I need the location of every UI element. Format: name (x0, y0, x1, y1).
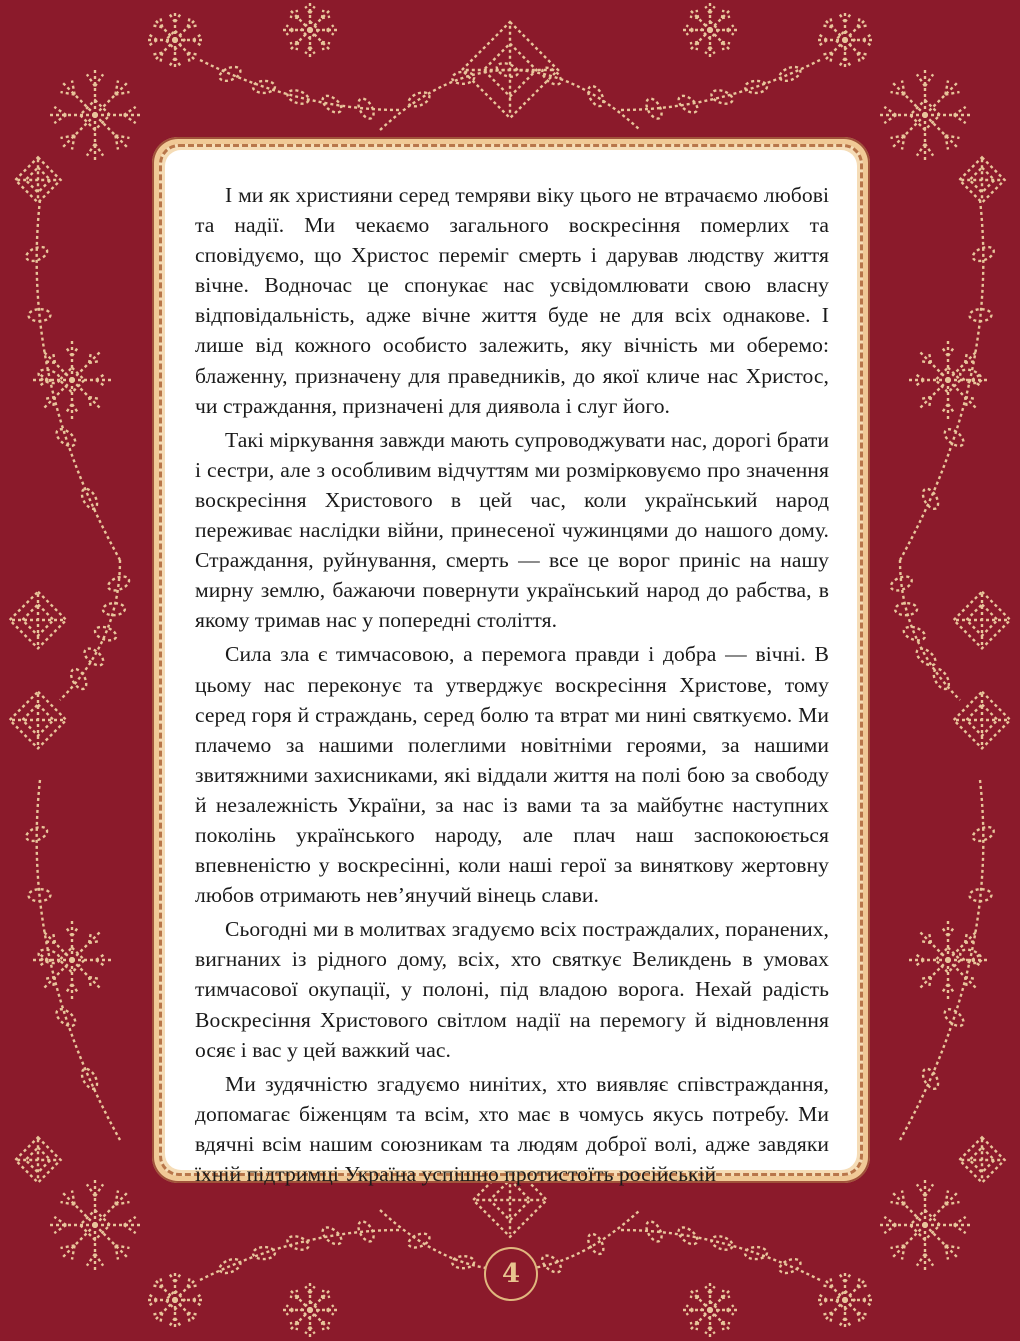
paragraph-3: Сила зла є тимчасовою, а перемога правди і добра — вічні. В цьому нас переконує та утверджує воскресіння Христове, тому серед горя й страждань, серед болю та втрат ми нині святкуємо. Ми плачемо за нашими полеглими новітніми героями, за нашими звитяжними захисниками, які віддали життя на полі бою за свободу й незалежність України, за нас із вами та за майбутнє наступних поколінь українського народу, але плач наш заспокоюється впевненістю у воскресінні, коли наші герої за виняткову жертовну любов отримають нев’янучий вінець слави. (195, 642, 829, 908)
paragraph-1: І ми як християни серед темряви віку цього не втрачаємо любові та надії. Ми чекаємо загального воскресіння померлих та сповідуємо, що Христос переміг смерть і дарував людству життя вічне. Водночас це спонукає нас усвідомлювати свою власну відповідальність, адже вічне життя буде не для всіх однакове. І лише від кожного особисто залежить, яку вічність ми оберемо: блаженну, призначену для праведників, до якої кличе нас Христос, чи страждання, призначені для диявола і слуг його. (195, 183, 829, 418)
paragraph-4: Сьогодні ми в молитвах згадуємо всіх постраждалих, поранених, вигнаних із рідного дому, всіх, хто святкує Великдень в умовах тимчасової окупації, у полоні, під владою ворога. Нехай радість Воскресіння Христового світлом надії на перемогу й відновлення осяє і вас у цей важкий час. (195, 917, 829, 1062)
paragraph-2: Такі міркування завжди мають супроводжувати нас, дорогі брати і сестри, але з особливим відчуттям ми розмірковуємо про значення воскресіння Христового в цей час, коли український народ переживає наслідки війни, принесеної чужинцями до нашого дому. Страждання, руйнування, смерть — все це ворог приніс на нашу мирну землю, бажаючи повернути український народ до рабства, в якому тримав нас у попередні століття. (195, 427, 829, 633)
page-number: 4 (484, 1247, 538, 1301)
text-frame (152, 137, 870, 1186)
rope-border (159, 144, 863, 1186)
paragraph-5: Ми зудячністю згадуємо нинітих, хто виявляє співстраждання, допомагає біженцям та всім, хто має в чомусь якусь потребу. Ми вдячні всім нашим союзникам та людям доброї волі, адже завдяки їхній підтримці Україна успішно протистоїть російській (195, 1071, 829, 1186)
text-page (165, 150, 857, 1186)
